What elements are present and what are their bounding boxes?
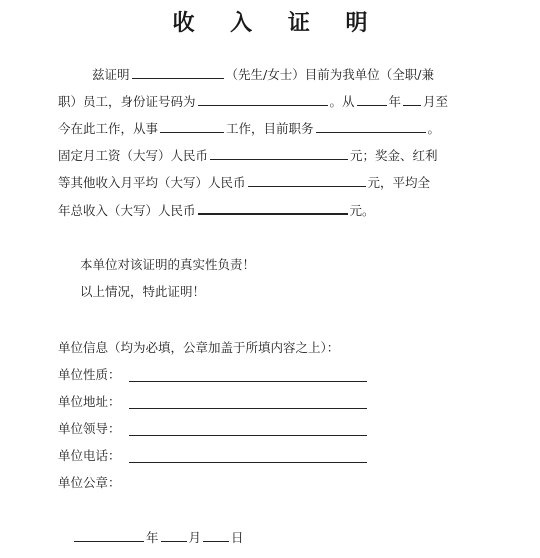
body-line-3 [58, 119, 440, 138]
date-year-field[interactable] [74, 528, 144, 542]
annual-income-field[interactable] [198, 200, 348, 215]
unit-phone-label: 单位电话： [58, 448, 121, 463]
unit-nature-label: 单位性质： [58, 367, 121, 382]
annual-income-prefix: 年总收入（大写）人民币 [58, 203, 196, 218]
yuan-text: 元。 [349, 203, 375, 218]
year-text: 年 [388, 94, 402, 109]
date-line [72, 528, 244, 547]
average-text: 元，平均全 [367, 175, 431, 190]
bonus-text: 元；奖金、红利 [350, 148, 438, 163]
unit-address-label: 单位地址： [58, 394, 121, 409]
unit-leader-label: 单位领导： [58, 421, 121, 436]
date-month-label: 月 [188, 530, 202, 545]
closing-statement: 以上情况，特此证明！ [80, 284, 206, 299]
body-line-2 [58, 92, 448, 111]
start-year-field[interactable] [357, 92, 387, 106]
certify-prefix: 兹证明 [92, 67, 130, 82]
month-to-text: 月至 [423, 94, 449, 109]
from-text: 。从 [329, 94, 355, 109]
unit-phone-field[interactable] [129, 462, 367, 463]
id-number-field[interactable] [198, 92, 328, 106]
unit-address-field[interactable] [129, 408, 367, 409]
body-line-4 [58, 146, 438, 165]
salary-prefix: 固定月工资（大写）人民币 [58, 148, 209, 163]
work-type-field[interactable] [160, 119, 224, 133]
other-income-field[interactable] [248, 173, 366, 187]
body-line-6 [58, 200, 375, 220]
employment-type-text: （先生/女士）目前为我单位（全职/兼 [225, 67, 434, 82]
date-day-field[interactable] [203, 528, 229, 542]
other-income-prefix: 等其他收入月平均（大写）人民币 [58, 175, 246, 190]
period-text: 。 [427, 121, 441, 136]
id-number-prefix: 职）员工，身份证号码为 [58, 94, 196, 109]
body-line-1 [92, 65, 434, 84]
position-prefix: 工作，目前职务 [226, 121, 314, 136]
responsibility-statement: 本单位对该证明的真实性负责！ [80, 257, 256, 272]
position-field[interactable] [316, 119, 426, 133]
unit-leader-field[interactable] [129, 435, 367, 436]
employee-name-field[interactable] [132, 65, 224, 79]
document-title: 收 入 证 明 [172, 11, 382, 36]
unit-seal-label: 单位公章： [58, 475, 121, 490]
body-line-5 [58, 173, 430, 192]
monthly-salary-field[interactable] [210, 146, 348, 160]
work-prefix: 今在此工作，从事 [58, 121, 159, 136]
date-month-field[interactable] [161, 528, 187, 542]
unit-info-heading: 单位信息（均为必填，公章加盖于所填内容之上）： [58, 340, 340, 355]
date-day-label: 日 [231, 530, 244, 545]
unit-nature-field[interactable] [129, 381, 367, 382]
start-month-field[interactable] [403, 92, 421, 106]
date-year-label: 年 [146, 530, 159, 545]
